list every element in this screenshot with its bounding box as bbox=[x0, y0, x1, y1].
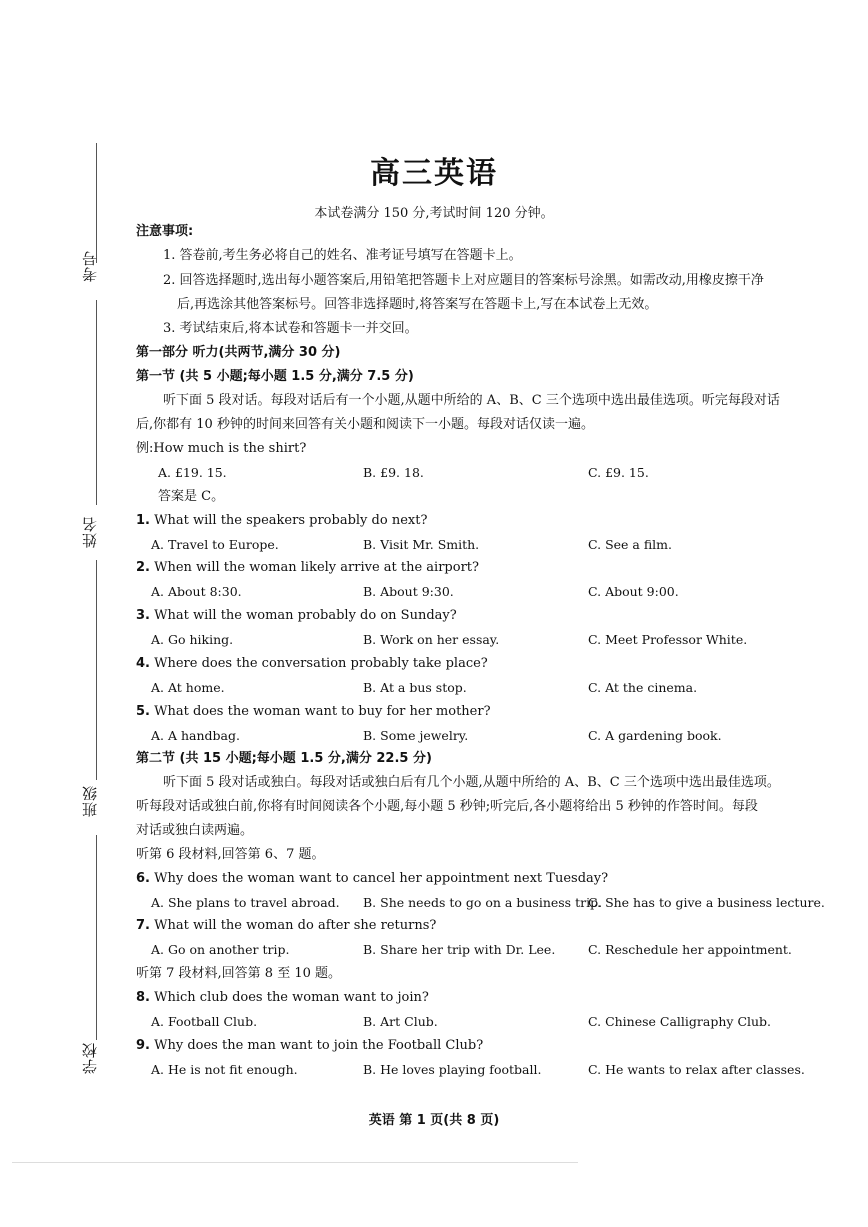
part-heading: 第一部分 听力(共两节,满分 30 分) bbox=[136, 345, 341, 360]
section-instructions: 听每段对话或独白前,你将有时间阅读各个小题,每小题 5 秒钟;听完后,各小题将给出 5 秒钟的作答时间。每段 bbox=[136, 799, 758, 814]
option: C. Reschedule her appointment. bbox=[588, 942, 792, 957]
school-label: 学校 bbox=[81, 1042, 99, 1074]
name-label: 姓名 bbox=[81, 516, 99, 548]
option: B. Some jewelry. bbox=[363, 728, 469, 743]
option: B. At a bus stop. bbox=[363, 680, 467, 695]
option: A. Football Club. bbox=[151, 1014, 258, 1029]
option: C. At the cinema. bbox=[588, 680, 698, 695]
option: A. At home. bbox=[151, 680, 225, 695]
notes-heading: 注意事项: bbox=[136, 224, 194, 239]
option: C. Chinese Calligraphy Club. bbox=[588, 1014, 772, 1029]
margin-line bbox=[96, 835, 97, 1040]
question: 1. What will the speakers probably do next? bbox=[136, 513, 428, 528]
section-heading: 第二节 (共 15 小题;每小题 1.5 分,满分 22.5 分) bbox=[136, 751, 432, 766]
option: A. Go hiking. bbox=[151, 632, 234, 647]
option: A. A handbag. bbox=[151, 728, 240, 743]
option: B. Share her trip with Dr. Lee. bbox=[363, 942, 556, 957]
question: 3. What will the woman probably do on Sunday? bbox=[136, 608, 457, 623]
page-title: 高三英语 bbox=[370, 156, 498, 191]
option: A. She plans to travel abroad. bbox=[151, 895, 340, 910]
note-item: 后,再选涂其他答案标号。回答非选择题时,将答案写在答题卡上,写在本试卷上无效。 bbox=[177, 297, 658, 312]
option: B. Art Club. bbox=[363, 1014, 438, 1029]
material-instruction: 听第 7 段材料,回答第 8 至 10 题。 bbox=[136, 966, 342, 981]
page-footer: 英语 第 1 页(共 8 页) bbox=[368, 1113, 500, 1128]
option: A. Go on another trip. bbox=[151, 942, 290, 957]
section-instructions: 后,你都有 10 秒钟的时间来回答有关小题和阅读下一小题。每段对话仅读一遍。 bbox=[136, 417, 594, 432]
note-item: 1. 答卷前,考生务必将自己的姓名、准考证号填写在答题卡上。 bbox=[163, 248, 522, 263]
section-instructions: 对话或独白读两遍。 bbox=[136, 823, 254, 838]
example-option: C. £9. 15. bbox=[588, 465, 649, 480]
question: 2. When will the woman likely arrive at the airport? bbox=[136, 560, 479, 575]
option: C. Meet Professor White. bbox=[588, 632, 748, 647]
exam-info: 本试卷满分 150 分,考试时间 120 分钟。 bbox=[314, 206, 554, 221]
question: 7. What will the woman do after she returns? bbox=[136, 918, 437, 933]
option: C. He wants to relax after classes. bbox=[588, 1062, 805, 1077]
note-item: 2. 回答选择题时,选出每小题答案后,用铅笔把答题卡上对应题目的答案标号涂黑。如需改动,用橡皮擦干净 bbox=[163, 273, 764, 288]
divider bbox=[12, 1162, 578, 1163]
example-option: B. £9. 18. bbox=[363, 465, 424, 480]
option: C. See a film. bbox=[588, 537, 672, 552]
margin-line bbox=[96, 300, 97, 505]
class-label: 班级 bbox=[81, 785, 99, 817]
option: C. About 9:00. bbox=[588, 584, 679, 599]
option: B. Visit Mr. Smith. bbox=[363, 537, 480, 552]
question: 5. What does the woman want to buy for her mother? bbox=[136, 704, 491, 719]
option: B. He loves playing football. bbox=[363, 1062, 542, 1077]
note-item: 3. 考试结束后,将本试卷和答题卡一并交回。 bbox=[163, 321, 418, 336]
option: B. Work on her essay. bbox=[363, 632, 500, 647]
option: B. About 9:30. bbox=[363, 584, 454, 599]
section-instructions: 听下面 5 段对话或独白。每段对话或独白后有几个小题,从题中所给的 A、B、C 三个选项中选出最佳选项。 bbox=[163, 775, 780, 790]
option: A. About 8:30. bbox=[151, 584, 242, 599]
section-instructions: 听下面 5 段对话。每段对话后有一个小题,从题中所给的 A、B、C 三个选项中选出最佳选项。听完每段对话 bbox=[163, 393, 780, 408]
margin-line bbox=[96, 560, 97, 780]
section-heading: 第一节 (共 5 小题;每小题 1.5 分,满分 7.5 分) bbox=[136, 369, 414, 384]
example-question: 例:How much is the shirt? bbox=[136, 441, 307, 456]
material-instruction: 听第 6 段材料,回答第 6、7 题。 bbox=[136, 847, 325, 862]
question: 9. Why does the man want to join the Football Club? bbox=[136, 1038, 484, 1053]
question: 6. Why does the woman want to cancel her appointment next Tuesday? bbox=[136, 871, 609, 886]
question: 4. Where does the conversation probably take place? bbox=[136, 656, 488, 671]
option: C. She has to give a business lecture. bbox=[588, 895, 825, 910]
option: B. She needs to go on a business trip. bbox=[363, 895, 603, 910]
question: 8. Which club does the woman want to join? bbox=[136, 990, 429, 1005]
option: A. Travel to Europe. bbox=[151, 537, 279, 552]
exam-number-label: 考号 bbox=[81, 250, 99, 282]
example-option: A. £19. 15. bbox=[158, 465, 227, 480]
option: A. He is not fit enough. bbox=[151, 1062, 298, 1077]
example-answer: 答案是 C。 bbox=[158, 489, 225, 504]
option: C. A gardening book. bbox=[588, 728, 722, 743]
